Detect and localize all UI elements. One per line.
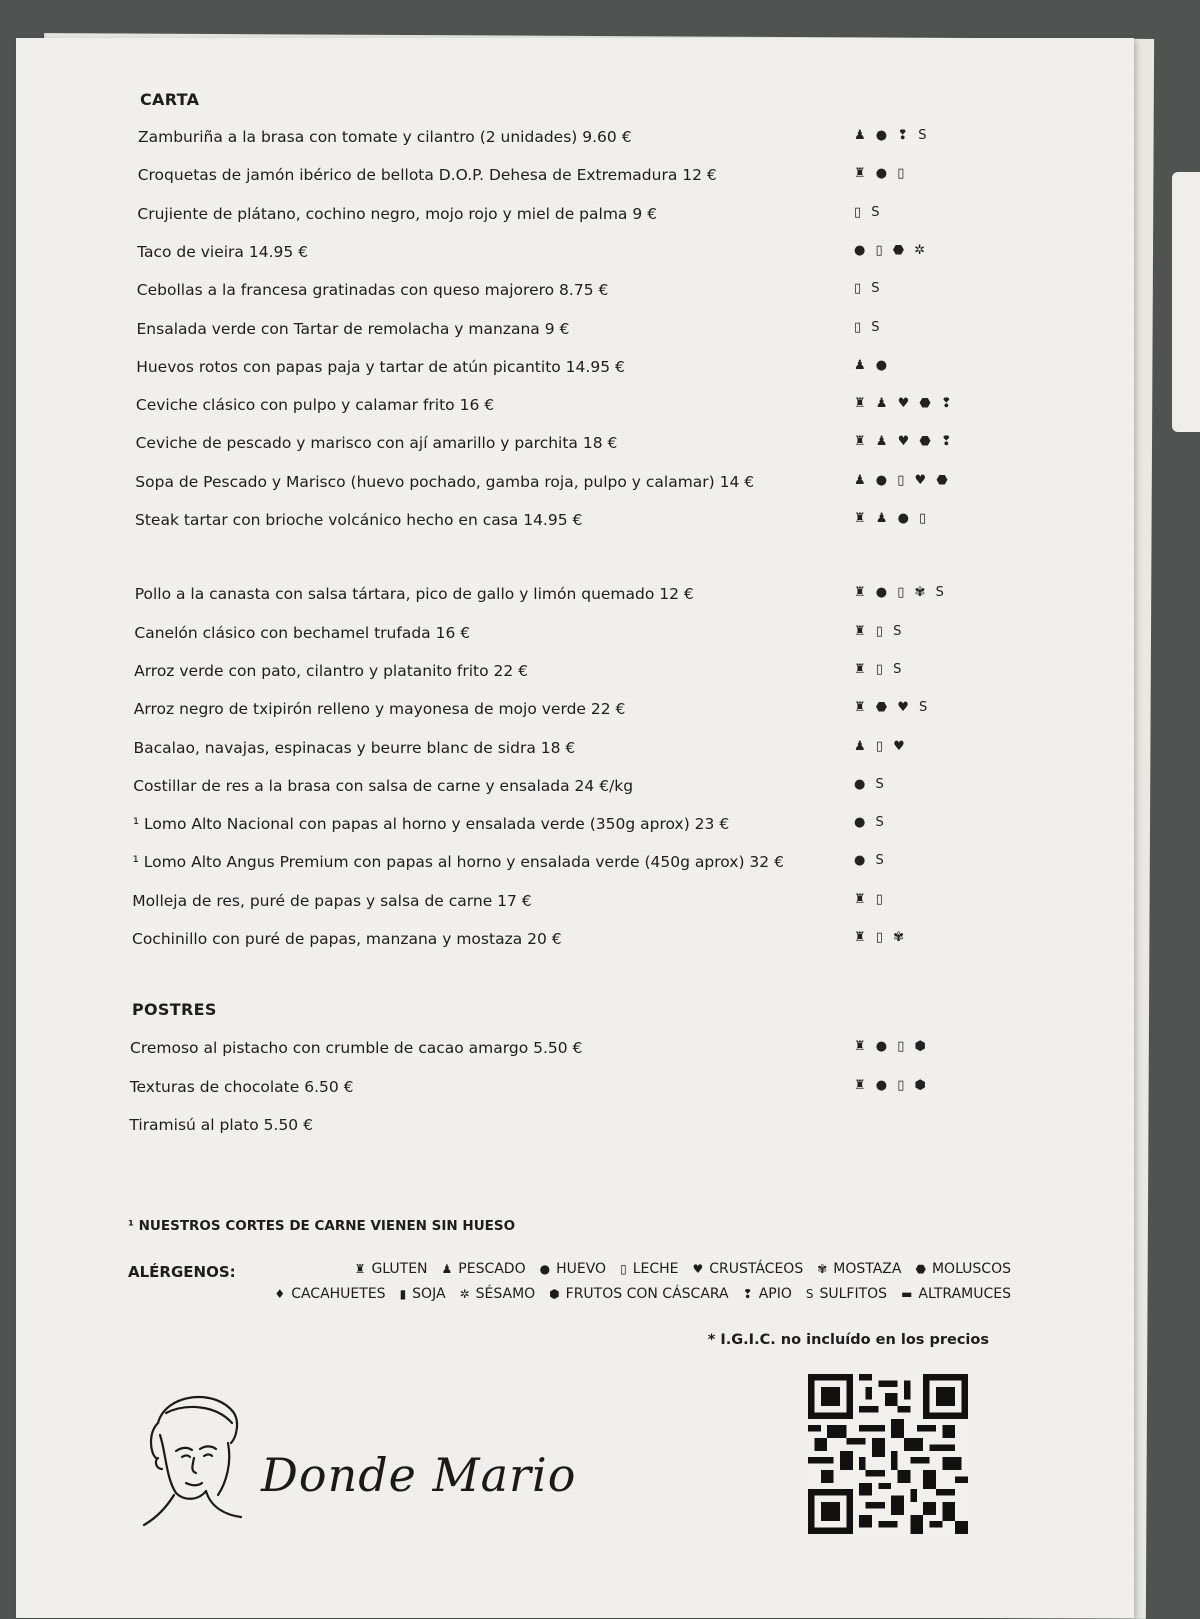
allergen-legend-entry	[743, 1286, 792, 1302]
allergen-legend-label: CRUSTÁCEOS	[709, 1261, 804, 1277]
soy-icon: ▮	[399, 1287, 407, 1301]
sulphite-icon: S	[805, 1287, 814, 1301]
allergen-icons: ♜ ● ▯	[854, 166, 908, 182]
allergen-legend-entry	[355, 1261, 428, 1277]
menu-item-name: Bacalao, navajas, espinacas y beurre blanc de sidra 18 €	[133, 738, 576, 757]
menu-item	[16, 1116, 1134, 1140]
allergens-label: ALÉRGENOS:	[128, 1263, 236, 1281]
nut-icon: ⬢	[549, 1287, 560, 1301]
menu-item-name: Cebollas a la francesa gratinadas con queso majorero 8.75 €	[136, 281, 609, 300]
wheat-icon: ♜	[354, 1262, 366, 1276]
allergen-icons: ♟ ● ❢ S	[854, 128, 930, 143]
carta-title: CARTA	[140, 90, 200, 109]
allergen-icons: ▯ S	[854, 319, 883, 335]
egg-icon: ●	[539, 1262, 551, 1276]
celery-icon: ❢	[742, 1287, 753, 1301]
menu-item	[16, 281, 1134, 305]
menu-item	[16, 243, 1134, 267]
menu-item	[16, 892, 1134, 916]
allergen-legend-entry	[442, 1261, 526, 1277]
sesame-icon: ✲	[459, 1287, 470, 1301]
allergen-icons: ● S	[854, 815, 887, 831]
menu-item-name: Ensalada verde con Tartar de remolacha y manzana 9 €	[136, 319, 570, 338]
menu-item	[16, 624, 1134, 648]
lupin-icon: ▬	[901, 1287, 913, 1301]
allergen-legend-entry	[806, 1286, 887, 1302]
menu-item	[16, 815, 1134, 839]
allergen-legend-label: PESCADO	[458, 1261, 526, 1277]
allergen-icons: ● ▯ ⬣ ✲	[854, 242, 929, 258]
menu-item	[16, 128, 1134, 152]
allergen-legend-label: SOJA	[412, 1286, 446, 1302]
allergen-legend-label: MOLUSCOS	[931, 1261, 1011, 1277]
menu-item	[16, 320, 1134, 344]
allergen-icons: ● S	[854, 853, 887, 869]
crab-icon: ♥	[692, 1262, 704, 1276]
allergen-icons: ♜ ● ▯ ✾ S	[854, 585, 947, 601]
menu-item-name: Costillar de res a la brasa con salsa de carne y ensalada 24 €/kg	[133, 776, 634, 795]
menu-item	[16, 473, 1134, 497]
allergen-legend-entry	[915, 1261, 1011, 1277]
menu-item	[16, 739, 1134, 763]
menu-item-name: Cremoso al pistacho con crumble de cacao amargo 5.50 €	[130, 1039, 583, 1057]
menu-item-name: ¹ Lomo Alto Nacional con papas al horno y ensalada verde (350g aprox) 23 €	[132, 815, 730, 834]
mollusc-icon: ⬣	[915, 1262, 926, 1276]
allergen-legend-label: SULFITOS	[819, 1286, 888, 1302]
menu-item	[16, 1078, 1134, 1102]
postres-title: POSTRES	[132, 1000, 217, 1019]
menu-item-name: Ceviche de pescado y marisco con ají amarillo y parchita 18 €	[135, 434, 618, 453]
allergen-legend-entry	[400, 1286, 446, 1302]
menu-item-name: Ceviche clásico con pulpo y calamar frito 16 €	[135, 396, 495, 415]
mustard-icon: ✾	[817, 1262, 828, 1276]
allergen-legend-entry	[540, 1261, 606, 1277]
logo-portrait-icon	[136, 1383, 246, 1537]
menu-item	[16, 930, 1134, 954]
allergen-legend-entry	[274, 1286, 385, 1302]
allergen-icons: ▯ S	[854, 281, 883, 297]
menu-item	[16, 777, 1134, 801]
menu-sheet	[16, 38, 1134, 1618]
allergen-icons: ♜ ⬣ ♥ S	[854, 700, 931, 716]
menu-item	[16, 358, 1134, 382]
allergen-legend-label: HUEVO	[556, 1261, 607, 1277]
allergen-legend-entry	[549, 1286, 728, 1302]
allergen-icons: ♜ ▯ S	[854, 623, 905, 639]
igic-note: * I.G.I.C. no incluído en los precios	[707, 1332, 989, 1348]
peanut-icon: ♦	[274, 1287, 286, 1301]
paper-side-sheet	[1172, 172, 1200, 432]
brand-name: Donde Mario	[261, 1448, 577, 1502]
allergen-icons: ♜ ♟ ● ▯	[854, 511, 930, 526]
menu-item-name: Huevos rotos con papas paja y tartar de atún picantito 14.95 €	[136, 357, 625, 376]
allergen-icons: ▯ S	[854, 204, 883, 220]
allergen-legend-entry	[620, 1261, 678, 1277]
menu-item-name: Sopa de Pescado y Marisco (huevo pochado, gamba roja, pulpo y calamar) 14 €	[135, 472, 755, 491]
footnote: ¹ NUESTROS CORTES DE CARNE VIENEN SIN HUESO	[128, 1218, 516, 1234]
qr-code-icon	[808, 1374, 968, 1538]
menu-item	[16, 853, 1134, 877]
fish-icon: ♟	[441, 1262, 453, 1276]
menu-item-name: ¹ Lomo Alto Angus Premium con papas al horno y ensalada verde (450g aprox) 32 €	[132, 853, 784, 872]
menu-item-name: Pollo a la canasta con salsa tártara, pico de gallo y limón quemado 12 €	[134, 585, 694, 604]
allergen-legend-label: CACAHUETES	[291, 1286, 386, 1302]
menu-item	[16, 511, 1134, 535]
allergen-icons: ♟ ●	[854, 357, 891, 373]
menu-item	[16, 205, 1134, 229]
allergen-legend-entry	[692, 1261, 803, 1277]
menu-item-name: Arroz verde con pato, cilantro y platanito frito 22 €	[134, 661, 529, 680]
menu-item-name: Cochinillo con puré de papas, manzana y mostaza 20 €	[132, 930, 562, 948]
allergen-legend-label: SÉSAMO	[475, 1286, 536, 1302]
menu-item-name: Steak tartar con brioche volcánico hecho en casa 14.95 €	[135, 511, 583, 529]
menu-item-name: Taco de vieira 14.95 €	[137, 242, 309, 261]
allergen-icons: ♜ ● ▯ ⬢	[854, 1039, 929, 1054]
menu-item-name: Canelón clásico con bechamel trufada 16 €	[134, 623, 471, 642]
menu-item-name: Arroz negro de txipirón relleno y mayonesa de mojo verde 22 €	[133, 700, 626, 719]
menu-item-name: Crujiente de plátano, cochino negro, mojo rojo y miel de palma 9 €	[137, 204, 657, 223]
menu-item	[16, 166, 1134, 190]
milk-icon: ▯	[620, 1262, 627, 1276]
allergen-legend-label: LECHE	[632, 1261, 679, 1277]
allergen-legend-label: FRUTOS CON CÁSCARA	[565, 1286, 729, 1302]
allergen-icons: ♜ ▯ S	[854, 661, 905, 677]
allergen-legend-entry	[460, 1286, 536, 1302]
menu-item-name: Texturas de chocolate 6.50 €	[129, 1077, 354, 1096]
menu-item	[16, 434, 1134, 458]
allergen-legend-label: GLUTEN	[371, 1261, 428, 1277]
allergen-icons: ♜ ▯ ✾	[854, 930, 907, 945]
menu-item	[16, 585, 1134, 609]
menu-item	[16, 700, 1134, 724]
allergen-legend-entry	[817, 1261, 901, 1277]
menu-item-name: Zamburiña a la brasa con tomate y cilantro (2 unidades) 9.60 €	[138, 128, 632, 146]
menu-item	[16, 1039, 1134, 1063]
allergen-icons: ♜ ♟ ♥ ⬣ ❢	[854, 396, 955, 412]
menu-item-name: Tiramisú al plato 5.50 €	[129, 1116, 313, 1134]
allergen-icons: ♜ ♟ ♥ ⬣ ❢	[854, 434, 955, 450]
allergen-icons: ♜ ▯	[854, 891, 886, 907]
allergen-icons: ♟ ● ▯ ♥ ⬣	[854, 472, 951, 488]
allergen-legend-row-1	[261, 1261, 1011, 1277]
allergen-icons: ♜ ● ▯ ⬢	[854, 1077, 929, 1093]
menu-item	[16, 662, 1134, 686]
allergen-legend-row-2	[261, 1286, 1011, 1302]
menu-item-name: Molleja de res, puré de papas y salsa de carne 17 €	[132, 891, 532, 910]
allergen-legend-label: APIO	[758, 1286, 792, 1302]
allergen-icons: ♟ ▯ ♥	[854, 738, 908, 754]
menu-item	[16, 396, 1134, 420]
allergen-legend-label: MOSTAZA	[833, 1261, 902, 1277]
allergen-legend-entry	[901, 1286, 1011, 1302]
allergen-icons: ● S	[854, 776, 887, 792]
menu-item-name: Croquetas de jamón ibérico de bellota D.O.P. Dehesa de Extremadura 12 €	[137, 166, 717, 185]
allergen-legend-label: ALTRAMUCES	[918, 1286, 1011, 1302]
